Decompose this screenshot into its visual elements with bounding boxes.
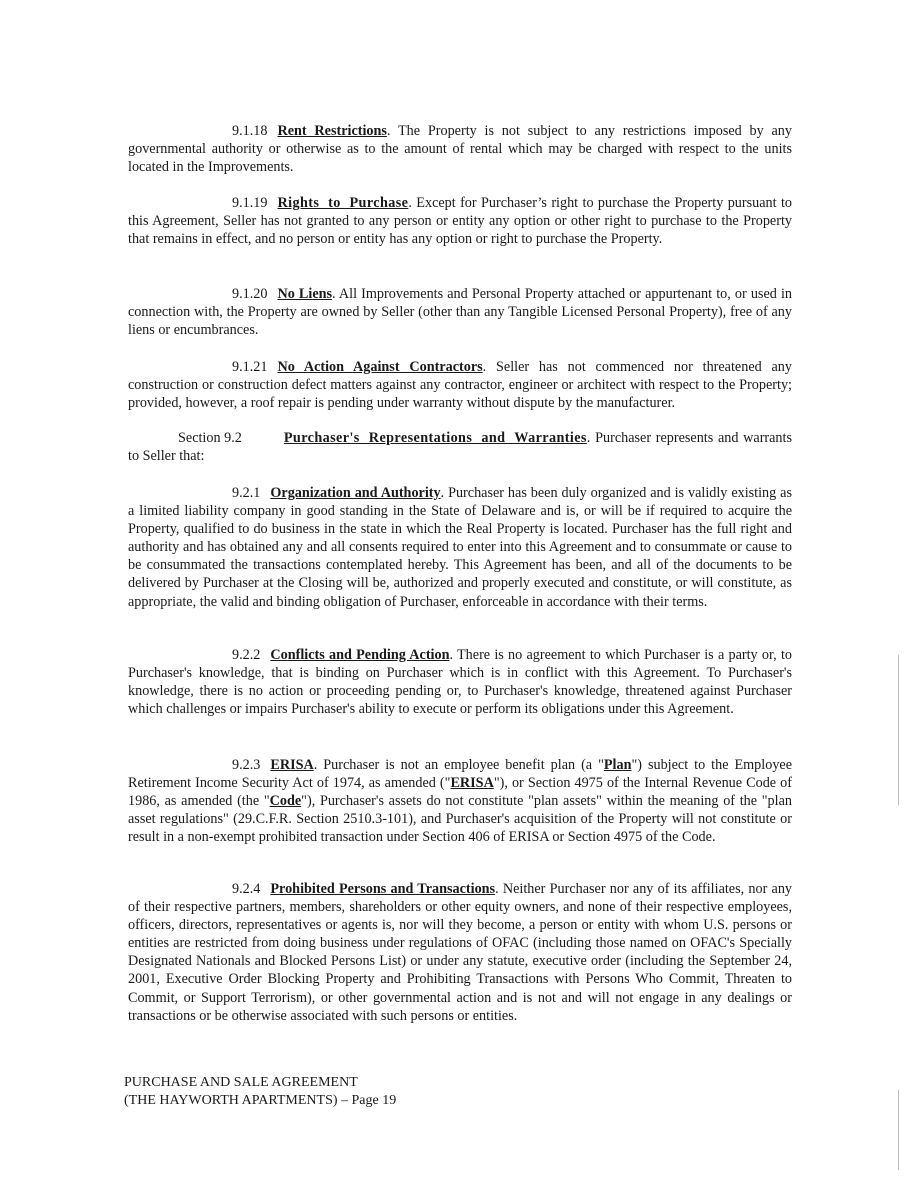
section-body: . Seller has not commenced nor threatened any construction or construction defect matters against any contractor, engineer or architect with respect to the Property; provided, however, a roof repair is pending under warranty without dispute by the manufacturer. — [128, 359, 792, 412]
section-9-2 — [128, 429, 792, 465]
footer-line-2: (THE HAYWORTH APARTMENTS) – Page 19 — [124, 1092, 397, 1108]
section-9-2-4 — [128, 880, 792, 1025]
section-title: Purchaser's Representations and Warranties — [283, 430, 587, 446]
section-title: Prohibited Persons and Transactions — [270, 881, 496, 897]
footer-line-1: PURCHASE AND SALE AGREEMENT — [124, 1075, 358, 1090]
section-title: Organization and Authority — [270, 485, 441, 501]
section-9-1-20 — [128, 285, 792, 339]
section-9-1-21 — [128, 358, 792, 412]
page-footer — [124, 1074, 396, 1109]
section-title: ERISA — [270, 757, 314, 773]
section-9-2-3 — [128, 756, 792, 846]
section-body: . There is no agreement to which Purchaser is a party or, to Purchaser's knowledge, that is binding on Purchaser which is in conflict with this Agreement. To Purchaser's knowledge, there is no action or proceeding pending or, to Purchaser's knowledge, threatened against Purchaser which challenges or impairs Purchaser's ability to execute or perform its obligations under this Agreement. — [128, 647, 792, 718]
scan-edge-line — [898, 1090, 899, 1170]
defined-term-erisa: ERISA — [450, 775, 494, 792]
section-title: Rights to Purchase — [277, 195, 409, 211]
section-title: Rent Restrictions — [277, 123, 387, 139]
section-body: . The Property is not subject to any restrictions imposed by any governmental authority or otherwise as to the amount of rental which may be charged with respect to the units located in the Improvements. — [128, 123, 792, 176]
section-9-1-18 — [128, 122, 792, 176]
section-number: 9.1.19 — [232, 195, 268, 211]
scan-edge-line — [898, 655, 899, 805]
section-body-part: "), Purchaser's assets do not constitute "plan assets" within the meaning of the "plan asset regulations" (29.C.F.R. Section 2510.3-101), and Purchaser's acquisition of the Property will not constitute or result in a non-exempt prohibited transaction under Section 406 of ERISA or Section 4975 of the Code. — [128, 793, 792, 846]
section-number: 9.2.4 — [232, 881, 261, 897]
section-number: 9.1.18 — [232, 123, 268, 139]
section-9-1-19 — [128, 194, 792, 248]
section-9-2-1 — [128, 484, 792, 611]
section-number: 9.2.2 — [232, 647, 261, 663]
section-body: . Purchaser represents and warrants to Seller that: — [128, 430, 792, 465]
section-body: . Except for Purchaser’s right to purchase the Property pursuant to this Agreement, Seller has not granted to any person or entity any option or other right to purchase to the Property that remains in effect, and no person or entity has any option or right to purchase the Property. — [128, 195, 792, 248]
section-number: 9.2.1 — [232, 485, 261, 501]
defined-term-plan: Plan — [603, 757, 632, 773]
section-title: No Action Against Contractors — [277, 359, 483, 375]
section-body-part: "), or Section 4975 of the Internal Revenue Code of 1986, as amended (the " — [128, 775, 792, 810]
section-number: 9.1.21 — [232, 359, 268, 375]
section-body-part: ") subject to the Employee Retirement Income Security Act of 1974, as amended (" — [128, 757, 793, 792]
section-body-part: . Purchaser is not an employee benefit plan (a " — [313, 757, 604, 773]
section-body: . Purchaser has been duly organized and is validly existing as a limited liability company in good standing in the State of Delaware and is, or will be if required to acquire the Property, qualified to do business in the state in which the Real Property is located. Purchaser has the full right and authority and has obtained any and all consents required to enter into this Agreement and to consummate or cause to be consummated the transactions contemplated hereby. This Agreement has been, and all of the documents to be delivered by Purchaser at the Closing will be, authorized and properly executed and constitute, or will constitute, as appropriate, the valid and binding obligation of Purchaser, enforceable in accordance with their terms. — [128, 485, 792, 610]
defined-term-code: Code — [269, 793, 302, 810]
section-body: . All Improvements and Personal Property attached or appurtenant to, or used in connection with, the Property are owned by Seller (other than any Tangible Licensed Personal Property), free of any liens or encumbrances. — [128, 286, 792, 339]
section-title: No Liens — [277, 286, 333, 302]
section-number: 9.1.20 — [232, 286, 268, 302]
section-number: Section 9.2 — [178, 430, 242, 446]
section-number: 9.2.3 — [232, 757, 261, 773]
section-title: Conflicts and Pending Action — [270, 647, 450, 663]
section-9-2-2 — [128, 646, 792, 718]
section-body: . Neither Purchaser nor any of its affiliates, nor any of their respective partners, members, shareholders or other equity owners, and none of their respective employees, officers, directors, representatives or agents is, nor will they become, a person or entity with whom U.S. persons or entities are restricted from doing business under regulations of OFAC (including those named on OFAC's Specially Designated Nationals and Blocked Persons List) or under any statute, executive order (including the September 24, 2001, Executive Order Blocking Property and Prohibiting Transactions with Persons Who Commit, Threaten to Commit, or Support Terrorism), or other governmental action and is not and will not engage in any dealings or transactions or be otherwise associated with such persons or entities. — [128, 881, 793, 1024]
